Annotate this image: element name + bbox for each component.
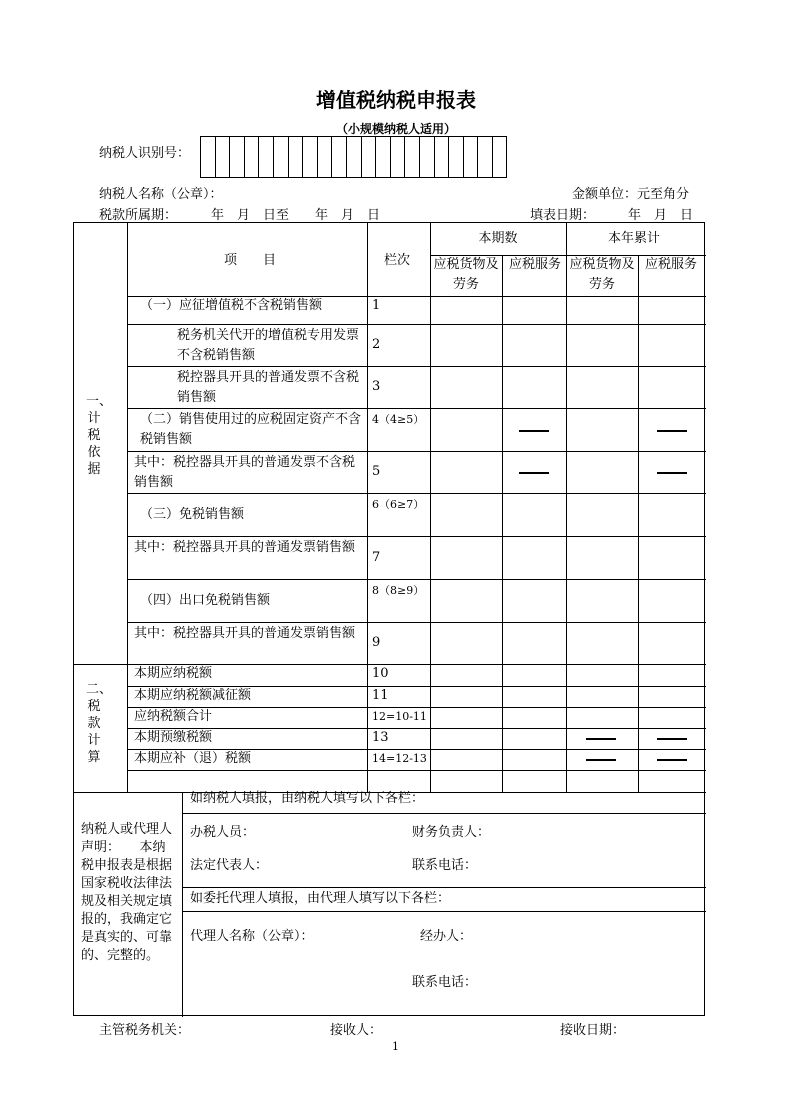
grid-line: [182, 887, 706, 888]
header-current-service: 应税服务: [508, 257, 561, 272]
row-item-label: 税控器具开具的普通发票不含税销售额: [177, 370, 360, 405]
self-fill-note: 如纳税人填报，由纳税人填写以下各栏：: [190, 791, 425, 806]
row-line-number: 9: [372, 635, 381, 650]
amount-input-cell[interactable]: [566, 664, 638, 686]
amount-input-cell[interactable]: [430, 664, 502, 686]
legal-rep-field[interactable]: 法定代表人：: [190, 858, 269, 873]
taxpayer-id-digit-box[interactable]: [376, 136, 391, 178]
amount-input-cell[interactable]: [638, 366, 706, 408]
amount-input-cell[interactable]: [638, 296, 706, 324]
amount-input-cell[interactable]: [430, 728, 502, 749]
row-item-label: （一）应征增值税不含税销售额: [140, 298, 323, 313]
grid-line-declaration: [182, 792, 183, 1017]
amount-input-cell[interactable]: [502, 324, 566, 366]
row-item-label: 其中：税控器具开具的普通发票不含税销售额: [134, 455, 356, 490]
amount-input-cell[interactable]: [638, 622, 706, 664]
taxpayer-id-digit-box[interactable]: [493, 136, 508, 178]
row-item-label: （四）出口免税销售额: [140, 592, 271, 608]
amount-input-cell[interactable]: [566, 622, 638, 664]
row-line-number: 10: [372, 666, 389, 681]
row-line-number: 7: [372, 549, 381, 565]
grid-line: [182, 813, 706, 814]
taxpayer-id-digit-box[interactable]: [274, 136, 289, 178]
phone-field[interactable]: 联系电话：: [412, 858, 478, 873]
taxpayer-id-label: 纳税人识别号：: [99, 146, 191, 161]
header-year-to-date: 本年累计: [607, 231, 660, 246]
declaration-statement: 纳税人或代理人声明： 本纳税申报表是根据国家税收法律法规及相关规定填报的，我确定它是真实的、可靠的、完整的。: [81, 822, 173, 963]
row-item-label: 本期预缴税额: [134, 730, 213, 745]
fill-date-label: 填表日期：: [530, 208, 596, 223]
not-applicable-dash: [586, 738, 616, 740]
not-applicable-dash: [519, 472, 549, 474]
amount-input-cell[interactable]: [502, 707, 566, 728]
not-applicable-dash: [586, 759, 616, 761]
row-item-label: 应纳税额合计: [134, 709, 213, 724]
not-applicable-dash: [519, 430, 549, 432]
amount-input-cell[interactable]: [638, 324, 706, 366]
taxpayer-id-digit-box[interactable]: [289, 136, 304, 178]
amount-input-cell[interactable]: [430, 366, 502, 408]
not-applicable-dash: [657, 759, 687, 761]
taxpayer-id-digit-box[interactable]: [478, 136, 493, 178]
taxpayer-id-digit-box[interactable]: [201, 136, 216, 178]
taxpayer-id-boxes[interactable]: [200, 136, 507, 178]
amount-input-cell[interactable]: [430, 493, 502, 536]
agent-phone-field[interactable]: 联系电话：: [412, 975, 478, 990]
row-item-label: 本期应纳税额减征额: [134, 688, 252, 703]
declaration-form: [73, 222, 705, 1016]
form-subtitle: （小规模纳税人适用）: [335, 122, 456, 136]
amount-input-cell[interactable]: [430, 296, 502, 324]
taxpayer-id-digit-box[interactable]: [303, 136, 318, 178]
agent-name-field[interactable]: 代理人名称（公章）：: [190, 929, 314, 944]
amount-input-cell[interactable]: [566, 451, 638, 493]
amount-input-cell[interactable]: [502, 579, 566, 622]
amount-input-cell[interactable]: [638, 664, 706, 686]
amount-input-cell[interactable]: [502, 493, 566, 536]
taxpayer-id-digit-box[interactable]: [464, 136, 479, 178]
row-line-number: 6（6≥7）: [372, 498, 425, 511]
row-line-number: 14=12-13: [372, 752, 427, 765]
taxpayer-name-label: 纳税人名称（公章）：: [99, 187, 223, 202]
amount-input-cell[interactable]: [566, 579, 638, 622]
amount-input-cell[interactable]: [638, 707, 706, 728]
taxpayer-id-digit-box[interactable]: [449, 136, 464, 178]
form-title: 增值税纳税申报表: [316, 88, 476, 112]
taxpayer-id-digit-box[interactable]: [259, 136, 274, 178]
agent-handler-field[interactable]: 经办人：: [420, 929, 473, 944]
taxpayer-id-digit-box[interactable]: [318, 136, 333, 178]
finance-head-field[interactable]: 财务负责人：: [412, 825, 491, 840]
amount-input-cell[interactable]: [430, 686, 502, 707]
amount-input-cell[interactable]: [430, 622, 502, 664]
receive-date-label: 接收日期：: [560, 1023, 626, 1038]
row-item-label: 本期应纳税额: [134, 666, 213, 681]
header-current-goods: 应税货物及劳务: [433, 257, 499, 292]
amount-input-cell[interactable]: [638, 686, 706, 707]
amount-input-cell[interactable]: [430, 451, 502, 493]
row-item-label: （二）销售使用过的应税固定资产不含税销售额: [140, 412, 362, 447]
amount-input-cell[interactable]: [566, 493, 638, 536]
not-applicable-dash: [657, 430, 687, 432]
amount-input-cell[interactable]: [502, 536, 566, 579]
row-line-number: 4（4≥5）: [372, 413, 425, 426]
taxpayer-id-digit-box[interactable]: [332, 136, 347, 178]
amount-input-cell[interactable]: [430, 408, 502, 451]
taxpayer-id-digit-box[interactable]: [230, 136, 245, 178]
taxpayer-id-digit-box[interactable]: [245, 136, 260, 178]
receiver-label: 接收人：: [330, 1023, 383, 1038]
row-line-number: 8（8≥9）: [372, 584, 425, 597]
amount-input-cell[interactable]: [638, 493, 706, 536]
amount-input-cell[interactable]: [502, 749, 566, 770]
amount-input-cell[interactable]: [566, 536, 638, 579]
row-item-label: 税务机关代开的增值税专用发票不含税销售额: [177, 328, 360, 363]
row-item-label: 本期应补（退）税额: [134, 751, 252, 766]
tax-period-label: 税款所属期：: [99, 208, 178, 223]
taxpayer-id-digit-box[interactable]: [420, 136, 435, 178]
amount-input-cell[interactable]: [638, 536, 706, 579]
amount-input-cell[interactable]: [502, 686, 566, 707]
amount-input-cell[interactable]: [566, 296, 638, 324]
amount-input-cell[interactable]: [430, 707, 502, 728]
agent-fill-note: 如委托代理人填报，由代理人填写以下各栏：: [190, 891, 451, 906]
amount-input-cell[interactable]: [430, 749, 502, 770]
taxpayer-id-digit-box[interactable]: [435, 136, 450, 178]
tax-period-value: 年 月 日至 年 月 日: [211, 208, 381, 223]
row-line-number: 2: [372, 337, 381, 352]
not-applicable-dash: [657, 472, 687, 474]
taxpayer-id-digit-box[interactable]: [347, 136, 362, 178]
row-line-number: 11: [372, 688, 389, 703]
taxpayer-id-digit-box[interactable]: [216, 136, 231, 178]
handler-field[interactable]: 办税人员：: [190, 825, 256, 840]
header-ytd-service: 应税服务: [644, 257, 697, 272]
header-ytd-goods: 应税货物及劳务: [569, 257, 635, 292]
amount-unit: 金额单位：元至角分: [572, 187, 690, 202]
row-line-number: 13: [372, 730, 389, 745]
row-line-number: 12=10-11: [372, 710, 427, 723]
row-line-number: 5: [372, 464, 381, 479]
amount-input-cell[interactable]: [566, 324, 638, 366]
not-applicable-dash: [657, 738, 687, 740]
amount-input-cell[interactable]: [502, 664, 566, 686]
taxpayer-id-digit-box[interactable]: [391, 136, 406, 178]
amount-input-cell[interactable]: [502, 728, 566, 749]
fill-date-value: 年 月 日: [628, 208, 694, 223]
amount-input-cell[interactable]: [430, 324, 502, 366]
section-tax-basis: 一、计税依据: [86, 394, 113, 477]
amount-input-cell[interactable]: [502, 296, 566, 324]
amount-input-cell[interactable]: [502, 366, 566, 408]
taxpayer-id-digit-box[interactable]: [362, 136, 377, 178]
taxpayer-id-digit-box[interactable]: [405, 136, 420, 178]
amount-input-cell[interactable]: [566, 707, 638, 728]
page-number: 1: [392, 1040, 399, 1053]
amount-input-cell[interactable]: [638, 579, 706, 622]
amount-input-cell[interactable]: [502, 622, 566, 664]
amount-input-cell[interactable]: [430, 579, 502, 622]
section-tax-calculation: 二、税款计算: [86, 682, 113, 765]
row-line-number: 3: [372, 379, 381, 394]
header-item: 项 目: [224, 253, 277, 268]
header-current-period: 本期数: [478, 231, 518, 246]
row-item-label: 其中：税控器具开具的普通发票销售额: [134, 626, 356, 641]
amount-input-cell[interactable]: [566, 686, 638, 707]
header-line: 栏次: [383, 253, 410, 268]
grid-line: [182, 911, 706, 912]
amount-input-cell[interactable]: [566, 408, 638, 451]
tax-authority-label: 主管税务机关：: [99, 1023, 191, 1038]
row-item-label: （三）免税销售额: [140, 506, 245, 522]
amount-input-cell[interactable]: [566, 366, 638, 408]
row-line-number: 1: [372, 298, 381, 313]
amount-input-cell[interactable]: [430, 536, 502, 579]
row-item-label: 其中：税控器具开具的普通发票销售额: [134, 540, 356, 555]
